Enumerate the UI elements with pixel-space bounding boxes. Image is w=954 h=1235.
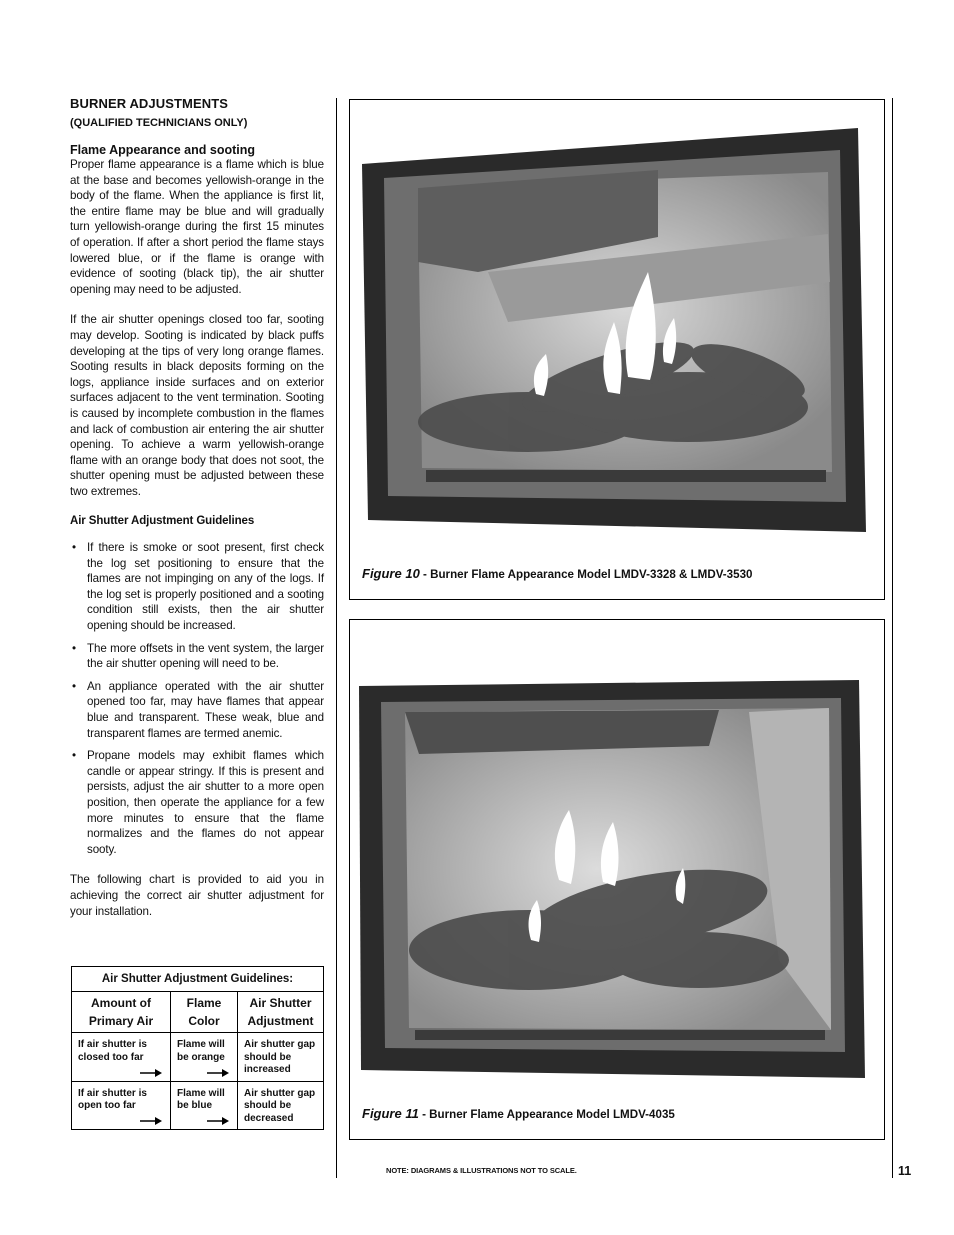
figure-caption-text: - Burner Flame Appearance Model LMDV-3328 & LMDV-3530 — [419, 568, 753, 581]
guidelines-list — [70, 540, 324, 857]
section-subtitle: (QUALIFIED TECHNICIANS ONLY) — [70, 117, 248, 129]
scale-note: NOTE: DIAGRAMS & ILLUSTRATIONS NOT TO SCALE. — [386, 1166, 577, 1175]
list-item: • Propane models may exhibit flames which candle or appear stringy. If this is present and persists, adjust the air shutter to a more open position, then operate the appliance for a few more minutes to ensure that the flame normalizes and the flames do not appear sooty. — [70, 748, 324, 857]
table-cell: Flame will be orange — [171, 1033, 238, 1082]
fireplace-photo-figure-10 — [358, 122, 876, 552]
section-title: BURNER ADJUSTMENTS — [70, 96, 229, 111]
paragraph-sooting: If the air shutter openings closed too far, sooting may develop. Sooting is indicated by black puffs developing at the tips of very long orange flames. Sooting results in black deposits forming on the logs, appliance inside surfaces and on exterior surfaces adjacent to the vent termination. Sooting is caused by incomplete combustion in the flames and lack of combustion air entering the air shutter opening. To achieve a warm yellowish-orange flame with an orange body that does not soot, the shutter opening must be adjusted between these two extremes. — [70, 313, 324, 498]
figure-10-caption — [362, 566, 752, 581]
table-title: Air Shutter Adjustment Guidelines: — [72, 967, 324, 992]
arrow-right-icon — [207, 1117, 229, 1125]
list-item: • An appliance operated with the air shutter opened too far, may have flames that appear blue and transparent. These weak, blue and transparent flames are termed anemic. — [70, 679, 324, 741]
list-item: • The more offsets in the vent system, the larger the air shutter opening will need to be. — [70, 641, 324, 672]
table-cell: Air shutter gap should be decreased — [238, 1081, 324, 1130]
arrow-right-icon — [140, 1069, 162, 1077]
paragraph-flame-appearance: Proper flame appearance is a flame which is blue at the base and becomes yellowish-orange in the body of the flame. When the appliance is first lit, the entire flame may be blue and will gradually turn yellowish-orange during the first 15 minutes of operation. If after a short period the flame stays lowered blue, or if the flame is orange with evidence of sooting (black tip), the air shutter opening may need to be adjusted. — [70, 158, 324, 296]
column-header: Air Shutter Adjustment — [238, 992, 324, 1033]
figure-label: Figure 10 — [362, 566, 420, 581]
arrow-right-icon — [140, 1117, 162, 1125]
list-item: • If there is smoke or soot present, first check the log set positioning to ensure that the flames are not impinging on any of the logs. If the log set is properly positioned and a sooting condition still exists, then the air shutter opening should be increased. — [70, 540, 324, 634]
fireplace-photo-figure-11 — [359, 650, 875, 1082]
table-row — [72, 1081, 324, 1130]
arrow-right-icon — [207, 1069, 229, 1077]
flame-heading: Flame Appearance and sooting — [70, 143, 255, 157]
figure-10-box — [349, 99, 885, 600]
figure-caption-text: - Burner Flame Appearance Model LMDV-4035 — [418, 1108, 675, 1121]
paragraph-chart-intro: The following chart is provided to aid you in achieving the correct air shutter adjustment for your installation. — [70, 873, 324, 918]
table-cell: Air shutter gap should be increased — [238, 1033, 324, 1082]
figure-11-box — [349, 619, 885, 1140]
figure-11-caption — [362, 1106, 675, 1121]
table-row — [72, 1033, 324, 1082]
table-cell: Flame will be blue — [171, 1081, 238, 1130]
right-margin-rule — [892, 98, 893, 1178]
page-number: 11 — [898, 1164, 912, 1178]
table-cell: If air shutter is closed too far — [72, 1033, 171, 1082]
figure-label: Figure 11 — [362, 1106, 419, 1121]
column-header: Amount of Primary Air — [72, 992, 171, 1033]
guidelines-heading: Air Shutter Adjustment Guidelines — [70, 515, 255, 528]
left-column — [70, 96, 324, 934]
column-divider — [336, 98, 337, 1178]
table-cell: If air shutter is open too far — [72, 1081, 171, 1130]
air-shutter-table — [71, 966, 324, 1130]
column-header: Flame Color — [171, 992, 238, 1033]
